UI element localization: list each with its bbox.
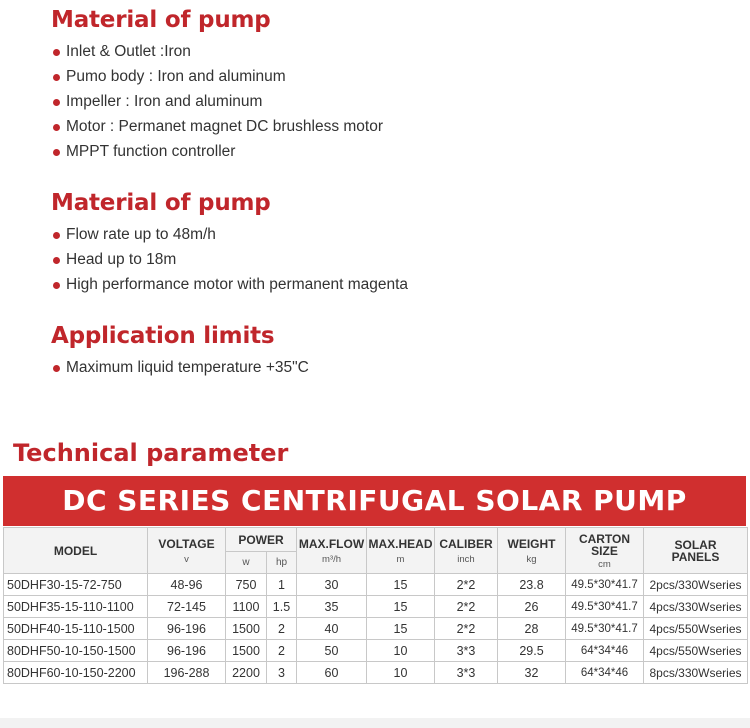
cell-weight: 23.8 — [498, 574, 566, 596]
cell-power-hp: 1.5 — [267, 596, 297, 618]
header-power-w: w — [226, 552, 267, 574]
list-item: High performance motor with permanent magenta — [51, 272, 408, 297]
cell-power-w: 1500 — [226, 618, 267, 640]
cell-solar-panels: 4pcs/330Wseries — [644, 596, 748, 618]
cell-weight: 32 — [498, 662, 566, 684]
cell-caliber: 2*2 — [435, 574, 498, 596]
cell-caliber: 3*3 — [435, 662, 498, 684]
cell-voltage: 96-196 — [148, 618, 226, 640]
list-item: Flow rate up to 48m/h — [51, 222, 408, 247]
cell-voltage: 48-96 — [148, 574, 226, 596]
bullet-dot-icon — [53, 99, 60, 106]
cell-carton-size: 64*34*46 — [566, 640, 644, 662]
bullet-dot-icon — [53, 124, 60, 131]
cell-caliber: 2*2 — [435, 596, 498, 618]
cell-model: 50DHF30-15-72-750 — [4, 574, 148, 596]
list-item: MPPT function controller — [51, 139, 383, 164]
table-row — [4, 662, 748, 684]
list-item: Inlet & Outlet :Iron — [51, 39, 383, 64]
section-material-1 — [51, 5, 383, 164]
bullet-dot-icon — [53, 257, 60, 264]
header-model: MODEL — [4, 528, 148, 574]
cell-model: 80DHF50-10-150-1500 — [4, 640, 148, 662]
cell-power-w: 2200 — [226, 662, 267, 684]
cell-weight: 28 — [498, 618, 566, 640]
cell-max-head: 10 — [367, 640, 435, 662]
section-title: Material of pump — [51, 7, 271, 33]
cell-carton-size: 49.5*30*41.7 — [566, 618, 644, 640]
cell-solar-panels: 4pcs/550Wseries — [644, 640, 748, 662]
cell-carton-size: 49.5*30*41.7 — [566, 596, 644, 618]
cell-carton-size: 49.5*30*41.7 — [566, 574, 644, 596]
cell-max-flow: 50 — [297, 640, 367, 662]
header-max-head: MAX.HEAD m — [367, 528, 435, 574]
bullet-list — [51, 222, 408, 297]
cell-max-head: 15 — [367, 574, 435, 596]
header-voltage: VOLTAGE v — [148, 528, 226, 574]
bullet-dot-icon — [53, 365, 60, 372]
cell-power-hp: 2 — [267, 618, 297, 640]
bullet-dot-icon — [53, 149, 60, 156]
bullet-dot-icon — [53, 74, 60, 81]
cell-max-head: 15 — [367, 618, 435, 640]
header-solar-panels: SOLAR PANELS — [644, 528, 748, 574]
header-power: POWER — [226, 528, 297, 552]
header-max-flow: MAX.FLOW m³/h — [297, 528, 367, 574]
list-item: Pumo body : Iron and aluminum — [51, 64, 383, 89]
cell-voltage: 96-196 — [148, 640, 226, 662]
table-row — [4, 574, 748, 596]
bullet-dot-icon — [53, 232, 60, 239]
header-power-hp: hp — [267, 552, 297, 574]
section-application-limits — [51, 321, 309, 380]
cell-solar-panels: 8pcs/330Wseries — [644, 662, 748, 684]
spec-table — [3, 527, 748, 684]
cell-model: 50DHF35-15-110-1100 — [4, 596, 148, 618]
table-row — [4, 640, 748, 662]
footer-divider — [0, 718, 750, 728]
cell-carton-size: 64*34*46 — [566, 662, 644, 684]
table-row — [4, 618, 748, 640]
section-title: Material of pump — [51, 190, 271, 216]
cell-voltage: 72-145 — [148, 596, 226, 618]
bullet-dot-icon — [53, 282, 60, 289]
list-item: Maximum liquid temperature +35"C — [51, 355, 309, 380]
cell-power-w: 1100 — [226, 596, 267, 618]
cell-caliber: 2*2 — [435, 618, 498, 640]
cell-model: 80DHF60-10-150-2200 — [4, 662, 148, 684]
bullet-list — [51, 355, 309, 380]
section-title: Application limits — [51, 323, 275, 349]
cell-caliber: 3*3 — [435, 640, 498, 662]
list-item: Motor : Permanet magnet DC brushless motor — [51, 114, 383, 139]
table-row — [4, 596, 748, 618]
cell-power-hp: 3 — [267, 662, 297, 684]
cell-max-head: 10 — [367, 662, 435, 684]
cell-max-flow: 40 — [297, 618, 367, 640]
cell-power-hp: 2 — [267, 640, 297, 662]
cell-max-flow: 35 — [297, 596, 367, 618]
cell-model: 50DHF40-15-110-1500 — [4, 618, 148, 640]
cell-weight: 29.5 — [498, 640, 566, 662]
bullet-dot-icon — [53, 49, 60, 56]
cell-max-flow: 30 — [297, 574, 367, 596]
cell-voltage: 196-288 — [148, 662, 226, 684]
bullet-list — [51, 39, 383, 164]
cell-weight: 26 — [498, 596, 566, 618]
technical-parameter-title: Technical parameter — [13, 439, 289, 467]
cell-max-head: 15 — [367, 596, 435, 618]
cell-solar-panels: 2pcs/330Wseries — [644, 574, 748, 596]
header-caliber: CALIBER inch — [435, 528, 498, 574]
cell-power-w: 1500 — [226, 640, 267, 662]
header-weight: WEIGHT kg — [498, 528, 566, 574]
cell-max-flow: 60 — [297, 662, 367, 684]
table-banner: DC SERIES CENTRIFUGAL SOLAR PUMP — [3, 476, 746, 526]
section-material-2 — [51, 188, 408, 297]
list-item: Head up to 18m — [51, 247, 408, 272]
cell-power-hp: 1 — [267, 574, 297, 596]
cell-solar-panels: 4pcs/550Wseries — [644, 618, 748, 640]
header-carton-size: CARTON SIZE cm — [566, 528, 644, 574]
list-item: Impeller : Iron and aluminum — [51, 89, 383, 114]
cell-power-w: 750 — [226, 574, 267, 596]
